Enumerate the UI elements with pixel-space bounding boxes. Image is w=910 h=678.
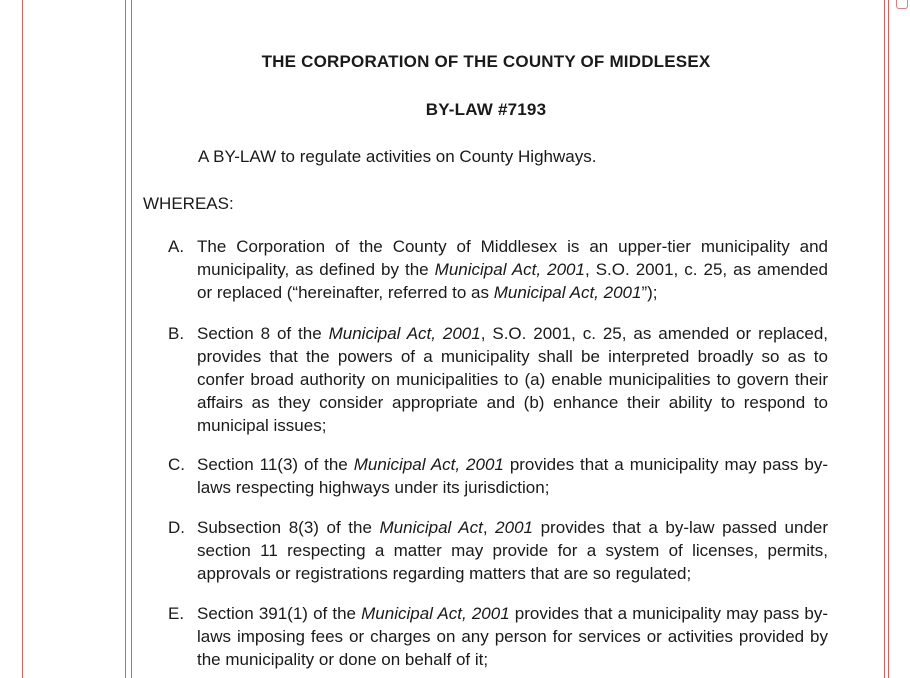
- clause-letter: D.: [168, 518, 185, 537]
- clause-text: provides that a by-law passed under section 11 respecting a matter may provide for a system of licenses, permits, approvals or registrations regarding matters that are so regulated;: [197, 518, 829, 583]
- clause-text: Section 391(1) of the: [197, 604, 362, 623]
- right-margin-rule-1: [884, 0, 885, 678]
- clause-letter: E.: [168, 604, 185, 623]
- clause-text-italic: 2001: [495, 518, 533, 537]
- right-margin-rule-2: [888, 0, 889, 678]
- clause-text: Subsection 8(3) of the: [197, 518, 380, 537]
- clause-text: provides that a municipality may pass by-laws imposing fees or charges on any person for services or activities provided by the municipality or done on behalf of it;: [197, 604, 828, 669]
- clause-text: provides that a municipality may pass by-laws respecting highways under its jurisdiction;: [197, 455, 828, 497]
- clause-c: [168, 453, 828, 499]
- clause-text: , S.O. 2001, c. 25, as amended or replaced (“hereinafter, referred to as: [197, 260, 829, 302]
- clause-body: [197, 322, 828, 437]
- clause-body: [197, 453, 828, 499]
- clause-text-italic: Municipal Act, 2001: [434, 260, 585, 279]
- clause-text: Section 11(3) of the: [197, 455, 354, 474]
- document-title: THE CORPORATION OF THE COUNTY OF MIDDLESEX: [261, 52, 711, 71]
- clause-text: ”);: [641, 283, 658, 302]
- document-subtitle: A BY-LAW to regulate activities on County Highways.: [198, 147, 597, 166]
- clause-text: ,: [482, 518, 496, 537]
- clause-text-italic: Municipal Act, 2001: [493, 283, 642, 302]
- clause-body: [197, 516, 828, 585]
- left-margin-rule-inner-1: [125, 0, 126, 678]
- clause-body: [197, 602, 828, 671]
- clause-body: [197, 235, 828, 304]
- clause-text-italic: Municipal Act, 2001: [353, 455, 504, 474]
- clause-letter: C.: [168, 455, 185, 474]
- clause-letter: A.: [168, 237, 185, 256]
- clause-text: The Corporation of the County of Middlesex is an upper-tier municipality and municipality, as defined by the: [197, 237, 828, 279]
- bylaw-number: BY-LAW #7193: [425, 100, 547, 119]
- clause-e: [168, 602, 828, 671]
- clause-text: Section 8 of the: [197, 324, 329, 343]
- clause-b: [168, 322, 828, 437]
- clause-a: [168, 235, 828, 304]
- whereas-label: WHEREAS:: [143, 194, 234, 213]
- left-margin-rule: [22, 0, 23, 678]
- clause-text-italic: Municipal Act: [379, 518, 483, 537]
- clause-text: , S.O. 2001, c. 25, as amended or replaced, provides that the powers of a municipality shall be interpreted broadly so as to confer broad authority on municipalities to (a) enable municipalities to govern their affairs as they consider appropriate and (b) enhance their ability to respond to municipal issues;: [197, 324, 828, 435]
- page-edge-mark: [896, 0, 908, 9]
- clause-text-italic: Municipal Act, 2001: [361, 604, 510, 623]
- clause-letter: B.: [168, 324, 185, 343]
- clause-d: [168, 516, 828, 585]
- clause-text-italic: Municipal Act, 2001: [328, 324, 481, 343]
